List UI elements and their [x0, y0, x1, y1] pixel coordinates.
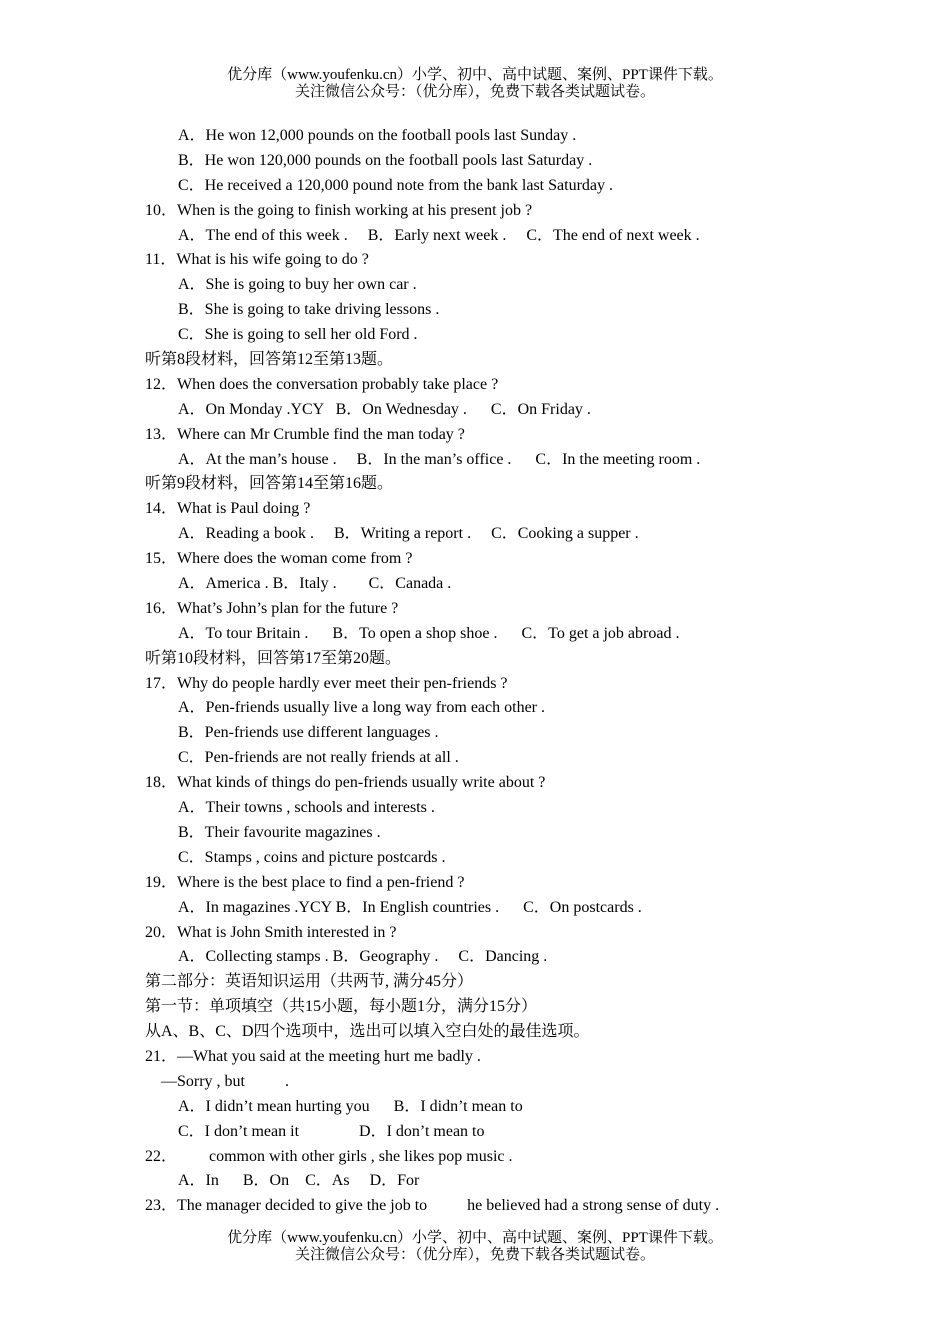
- option-line: A．He won 12,000 pounds on the football pools last Sunday .: [178, 127, 577, 144]
- section-heading: 听第10段材料，回答第17至第20题。: [145, 649, 402, 667]
- question-line: 15．Where does the woman come from ?: [145, 550, 413, 568]
- question-line: 14．What is Paul doing ?: [145, 500, 311, 518]
- option-line: A．To tour Britain . B．To open a shop shoe . C．To get a job abroad .: [178, 624, 680, 642]
- option-line: C．She is going to sell her old Ford .: [178, 326, 418, 344]
- question-line: 17．Why do people hardly ever meet their pen-friends ?: [145, 674, 508, 692]
- option-line: A．Reading a book . B．Writing a report . C．Cooking a supper .: [178, 525, 639, 543]
- option-line: C．Pen-friends are not really friends at all .: [178, 749, 459, 767]
- question-line: 22． common with other girls , she likes pop music .: [145, 1147, 513, 1165]
- question-line: 21．—What you said at the meeting hurt me badly .: [145, 1047, 481, 1065]
- question-line: 12．When does the conversation probably take place ?: [145, 375, 499, 393]
- option-line: B．She is going to take driving lessons .: [178, 301, 440, 319]
- question-line: 19．Where is the best place to find a pen-friend ?: [145, 873, 465, 891]
- section-heading: 听第9段材料，回答第14至第16题。: [145, 475, 394, 493]
- footer-line-2: 关注微信公众号：（优分库），免费下载各类试题试卷。: [294, 1247, 655, 1263]
- header-line-2: 关注微信公众号：（优分库），免费下载各类试题试卷。: [294, 84, 655, 100]
- option-line: A．The end of this week . B．Early next week . C．The end of next week .: [178, 226, 700, 244]
- footer-line-1: 优分库（www.youfenku.cn）小学、初中、高中试题、案例、PPT课件下载。: [227, 1230, 723, 1246]
- option-line: B．Pen-friends use different languages .: [178, 724, 439, 742]
- option-line: A．Collecting stamps . B．Geography . C．Dancing .: [178, 948, 548, 966]
- page-footer: [0, 1230, 950, 1264]
- option-line: B．Their favourite magazines .: [178, 823, 381, 841]
- question-line: 20．What is John Smith interested in ?: [145, 923, 397, 941]
- option-line: A．I didn’t mean hurting you B．I didn’t mean to: [178, 1097, 523, 1115]
- option-line: B．He won 120,000 pounds on the football pools last Saturday .: [178, 151, 593, 169]
- option-line: A．In magazines .YCY B．In English countries . C．On postcards .: [178, 898, 642, 916]
- section-heading: 听第8段材料，回答第12至第13题。: [145, 351, 394, 369]
- question-line: 16．What’s John’s plan for the future ?: [145, 599, 399, 617]
- question-line: 23．The manager decided to give the job to he believed had a strong sense of duty .: [145, 1197, 720, 1215]
- document-body: [0, 124, 950, 1219]
- option-line: A．Their towns , schools and interests .: [178, 799, 435, 817]
- option-line: C．I don’t mean it D．I don’t mean to: [178, 1122, 485, 1140]
- section-heading: 第二部分：英语知识运用（共两节, 满分45分）: [145, 973, 474, 991]
- option-line: A．She is going to buy her own car .: [178, 276, 417, 294]
- question-line: 13．Where can Mr Crumble find the man today ?: [145, 425, 465, 443]
- option-line: A．At the man’s house . B．In the man’s office . C．In the meeting room .: [178, 450, 701, 468]
- header-line-1: 优分库（www.youfenku.cn）小学、初中、高中试题、案例、PPT课件下载。: [227, 67, 723, 83]
- option-line: A．On Monday .YCY B．On Wednesday . C．On Friday .: [178, 400, 591, 418]
- section-heading: 从A、B、C、D四个选项中，选出可以填入空白处的最佳选项。: [145, 1023, 590, 1041]
- dialogue-line: —Sorry , but .: [161, 1072, 289, 1090]
- option-line: A．In B．On C．As D．For: [178, 1172, 420, 1190]
- option-line: A．America . B．Italy . C．Canada .: [178, 575, 452, 593]
- question-line: 10．When is the going to finish working at his present job ?: [145, 201, 533, 219]
- option-line: A．Pen-friends usually live a long way from each other .: [178, 699, 546, 717]
- option-line: C．Stamps , coins and picture postcards .: [178, 848, 446, 866]
- page-header: [0, 67, 950, 101]
- option-line: C．He received a 120,000 pound note from the bank last Saturday .: [178, 176, 614, 194]
- question-line: 11．What is his wife going to do ?: [145, 251, 369, 269]
- question-line: 18．What kinds of things do pen-friends usually write about ?: [145, 774, 546, 792]
- section-heading: 第一节：单项填空（共15小题，每小题1分，满分15分）: [145, 998, 538, 1016]
